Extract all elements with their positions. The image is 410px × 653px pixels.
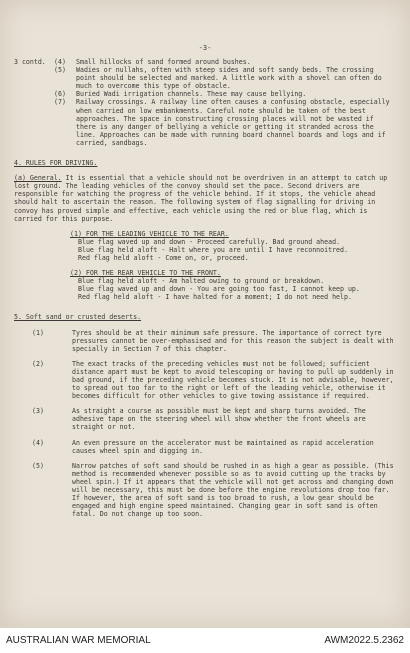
section4-general bbox=[14, 174, 396, 223]
page-number: -3- bbox=[198, 44, 212, 52]
section3-item-4: 3 contd. (4) Small hillocks of sand formed around bushes. bbox=[14, 58, 251, 66]
sub2-line-1: Blue flag held aloft - Am halted owing to ground or breakdown. bbox=[78, 277, 325, 286]
section5-item-5: (5) Narrow patches of soft sand should be rushed in as high a gear as possible. (This method is recommended whenever possible so as to avoid cutting up the tracks by wheel spin.) If it appears that the vehicle will not get across and changing down will be necessary, this must be done before the engine revolutions drop too far. If however, the area of soft sand is too broad to rush, a low gear should be engaged and high engine speed maintained. Changing gear in soft sand is often fatal. Do not change up too soon. bbox=[32, 461, 394, 519]
section3-item-6: (6) Buried Wadi irrigation channels. These may cause bellying. bbox=[54, 90, 307, 99]
document-body bbox=[14, 58, 396, 518]
section5-title: 5. Soft sand or crusted deserts. bbox=[14, 313, 142, 322]
sub1-line-2: Blue flag held aloft - Halt where you are until I have reconnoitred. bbox=[78, 245, 348, 254]
sub2-title: (2) FOR THE REAR VEHICLE TO THE FRONT. bbox=[70, 269, 221, 278]
sub2-line-3: Red flag held aloft - I have halted for a moment; I do not need help. bbox=[78, 293, 352, 302]
general-label: (a) General. bbox=[14, 174, 62, 183]
sub2-line-2: Blue flag waved up and down - You are going too fast, I cannot keep up. bbox=[78, 285, 360, 294]
footer-accession-number: AWM2022.5.2362 bbox=[324, 635, 404, 646]
section4-title: 4. RULES FOR DRIVING. bbox=[14, 159, 98, 168]
section3-label: 3 contd. bbox=[14, 58, 46, 66]
general-text: It is essential that a vehicle should not be overdriven in an attempt to catch up lost ground. The leading vehicles of the convoy should set the pace. Second drivers are responsible for watching the progress of the vehicle behind. If it stops, the vehicle ahead should halt to ascertain the reason. The following system of flag signalling for driving in convoy has proved simple and effective, each vehicle using the red or blue flag, which is carried for this purpose. bbox=[14, 174, 388, 223]
section5-item-4: (4) An even pressure on the accelerator must be maintained as rapid acceleration causes wheel spin and digging in. bbox=[32, 438, 374, 455]
sub1-line-3: Red flag held aloft - Come on, or, proceed. bbox=[78, 253, 249, 262]
section5-item-2: (2) The exact tracks of the preceding vehicles must not be followed; sufficient distance apart must be kept to avoid telescoping or having to pull up suddenly in bad ground, if the preceding vehicle becomes stuck. It is not advisable, however, to spread out too far to the right or left of the leading vehicle, otherwise it becomes difficult for other vehicles to give towing assistance if required. bbox=[32, 359, 394, 401]
section5-item-3: (3) As straight a course as possible must be kept and sharp turns avoided. The adhesive tape on the steering wheel will show whether the front wheels are straight or not. bbox=[32, 407, 366, 432]
section3-item-7: (7) Railway crossings. A railway line often causes a confusing obstacle, especially when carried on low embankments. Careful note should be taken of the best approaches. The space in constructing crossing places will not be wasted if there is any danger of bellying a vehicle or getting it stranded across the line. Approaches can be made with running board channel boards and logs and if carried, sandbags. bbox=[54, 98, 390, 147]
section3-item-5: (5) Wadies or nullahs, often with steep sides and soft sandy beds. The crossing point should be selected and marked. A little work with a shovel can often do much to overcome this type of obstacle. bbox=[54, 66, 382, 91]
archive-footer bbox=[0, 628, 410, 653]
footer-institution: AUSTRALIAN WAR MEMORIAL bbox=[6, 635, 151, 646]
section5-item-1: (1) Tyres should be at their minimum safe pressure. The importance of correct tyre pressures cannot be over-emphasised and for this reason the subject is dealt with specially in Section 7 of this chapter. bbox=[32, 328, 394, 353]
sub1-title: (1) FOR THE LEADING VEHICLE TO THE REAR. bbox=[70, 229, 229, 238]
sub1-line-1: Blue flag waved up and down - Proceed carefully. Bad ground ahead. bbox=[78, 237, 341, 246]
